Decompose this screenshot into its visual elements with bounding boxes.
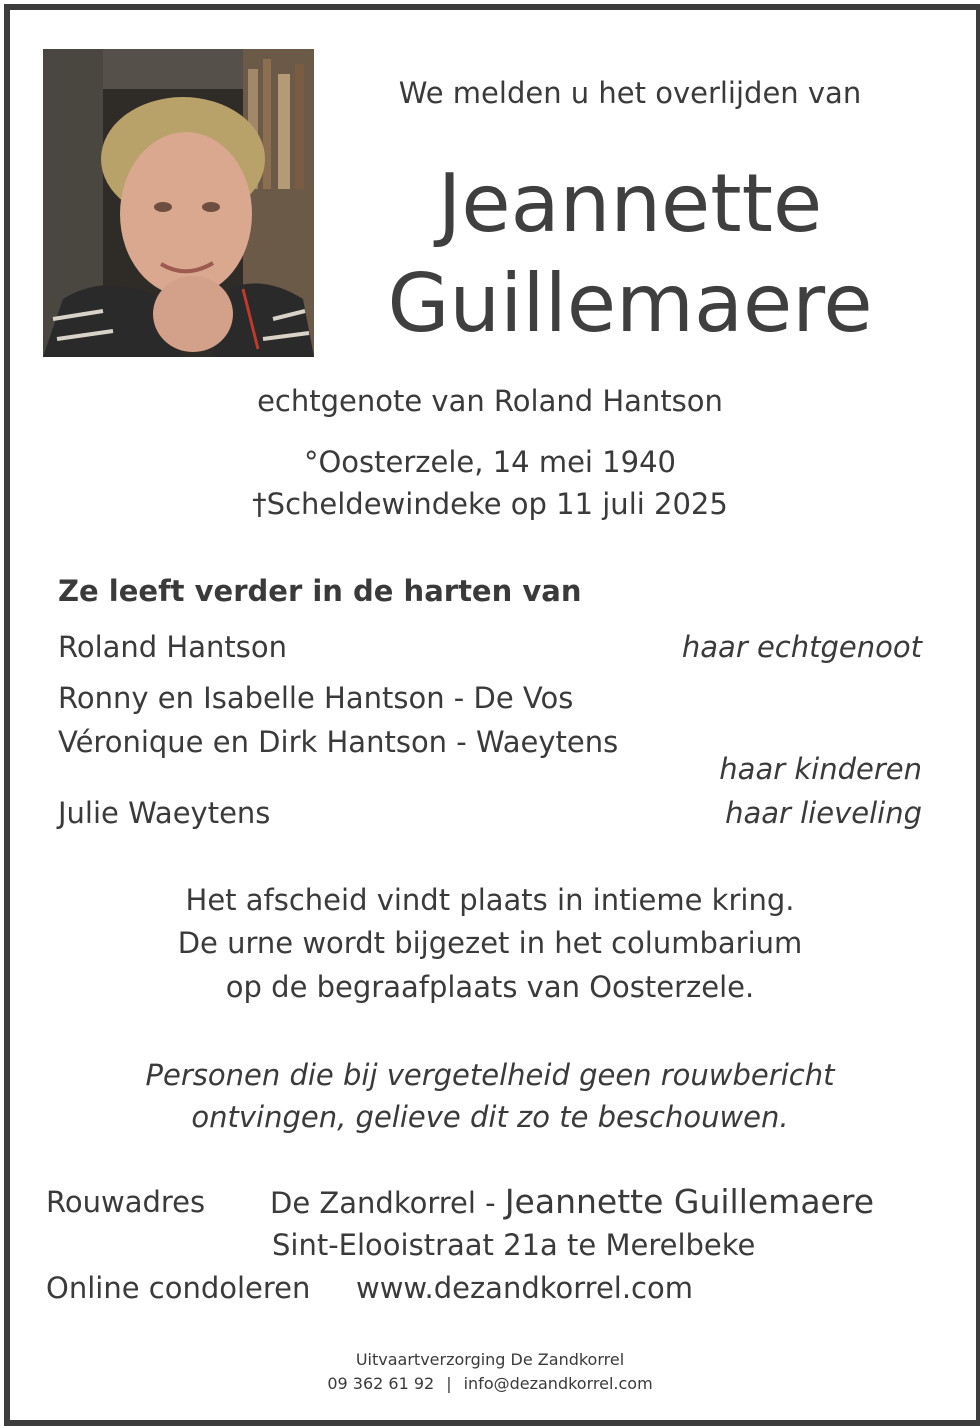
death-line: †Scheldewindeke op 11 juli 2025 (252, 487, 728, 521)
deceased-first-name: Jeannette (437, 157, 823, 250)
footer-separator: | (446, 1374, 452, 1393)
footer-email-link[interactable]: info@dezandkorrel.com (463, 1374, 653, 1393)
address-street: Sint-Elooistraat 21a te Merelbeke (272, 1228, 756, 1262)
address-label: Rouwadres (46, 1185, 206, 1219)
family-member-name: Julie Waeytens (58, 796, 271, 830)
address-place: De Zandkorrel - (270, 1186, 505, 1220)
footer-company: Uitvaartverzorging De Zandkorrel (355, 1350, 625, 1369)
family-member-name: Ronny en Isabelle Hantson - De Vos (58, 681, 574, 715)
farewell-line: op de begraafplaats van Oosterzele. (225, 970, 755, 1004)
farewell-line: De urne wordt bijgezet in het columbarium (177, 926, 803, 960)
address-line (270, 1182, 874, 1221)
portrait-photo (43, 49, 314, 357)
address-name: Jeannette Guillemaere (504, 1182, 874, 1221)
family-member-name: Véronique en Dirk Hantson - Waeytens (58, 725, 619, 759)
family-member-role: haar lieveling (725, 796, 922, 830)
spouse-line: echtgenote van Roland Hantson (257, 384, 723, 418)
condolence-url-link[interactable]: www.dezandkorrel.com (356, 1271, 693, 1305)
family-heading: Ze leeft verder in de harten van (58, 574, 582, 608)
farewell-line: Het afscheid vindt plaats in intieme kring. (185, 883, 795, 917)
notice-line: Personen die bij vergetelheid geen rouwbericht (145, 1058, 835, 1092)
family-member-name: Roland Hantson (58, 630, 287, 664)
family-member-role: haar kinderen (719, 752, 922, 786)
birth-line: °Oosterzele, 14 mei 1940 (303, 445, 676, 479)
intro-text: We melden u het overlijden van (398, 76, 862, 110)
condolence-label: Online condoleren (46, 1271, 311, 1305)
notice-line: ontvingen, gelieve dit zo te beschouwen. (191, 1100, 789, 1134)
footer-phone[interactable]: 09 362 61 92 (327, 1374, 435, 1393)
family-member-role: haar echtgenoot (681, 630, 922, 664)
footer-contact (0, 1374, 980, 1393)
deceased-last-name: Guillemaere (387, 257, 873, 350)
